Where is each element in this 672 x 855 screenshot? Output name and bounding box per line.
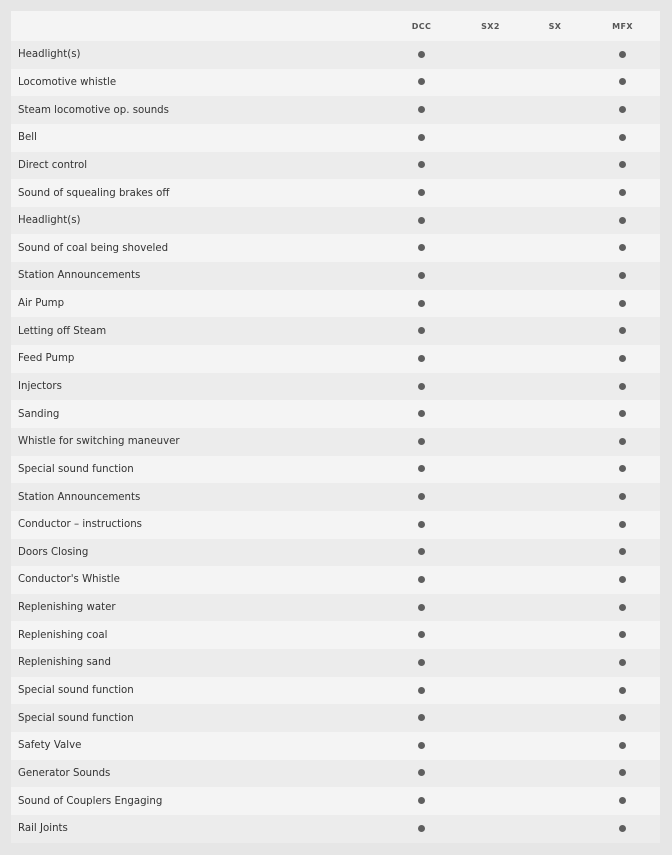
filled-dot-icon	[619, 272, 626, 279]
cell-dcc	[387, 262, 456, 290]
filled-dot-icon	[619, 217, 626, 224]
cell-sx2	[456, 704, 525, 732]
cell-mfx	[585, 400, 660, 428]
table-row	[11, 511, 660, 539]
cell-sx	[525, 234, 585, 262]
cell-sx2	[456, 124, 525, 152]
cell-dcc	[387, 539, 456, 567]
function-label: Replenishing coal	[11, 621, 387, 649]
table-row	[11, 787, 660, 815]
table-row	[11, 621, 660, 649]
cell-sx	[525, 69, 585, 97]
cell-sx2	[456, 96, 525, 124]
cell-mfx	[585, 41, 660, 69]
function-label: Special sound function	[11, 677, 387, 705]
cell-sx2	[456, 815, 525, 843]
cell-sx	[525, 317, 585, 345]
cell-sx	[525, 787, 585, 815]
filled-dot-icon	[418, 521, 425, 528]
table-row	[11, 317, 660, 345]
function-label: Headlight(s)	[11, 207, 387, 235]
filled-dot-icon	[418, 78, 425, 85]
cell-sx2	[456, 207, 525, 235]
function-label: Replenishing water	[11, 594, 387, 622]
function-label: Special sound function	[11, 456, 387, 484]
cell-dcc	[387, 124, 456, 152]
cell-sx2	[456, 483, 525, 511]
function-label: Station Announcements	[11, 262, 387, 290]
filled-dot-icon	[418, 631, 425, 638]
function-label: Doors Closing	[11, 539, 387, 567]
filled-dot-icon	[418, 769, 425, 776]
cell-dcc	[387, 760, 456, 788]
cell-mfx	[585, 179, 660, 207]
cell-dcc	[387, 704, 456, 732]
function-label: Conductor's Whistle	[11, 566, 387, 594]
cell-sx	[525, 152, 585, 180]
cell-mfx	[585, 815, 660, 843]
cell-mfx	[585, 69, 660, 97]
cell-sx2	[456, 179, 525, 207]
function-label: Letting off Steam	[11, 317, 387, 345]
table-row	[11, 483, 660, 511]
filled-dot-icon	[619, 659, 626, 666]
cell-sx	[525, 179, 585, 207]
cell-sx2	[456, 511, 525, 539]
cell-mfx	[585, 594, 660, 622]
function-label: Replenishing sand	[11, 649, 387, 677]
function-table-container	[11, 11, 660, 843]
filled-dot-icon	[619, 631, 626, 638]
cell-sx	[525, 345, 585, 373]
table-row	[11, 262, 660, 290]
cell-mfx	[585, 234, 660, 262]
function-label: Steam locomotive op. sounds	[11, 96, 387, 124]
cell-dcc	[387, 594, 456, 622]
cell-mfx	[585, 760, 660, 788]
cell-sx2	[456, 345, 525, 373]
function-label: Bell	[11, 124, 387, 152]
cell-sx	[525, 456, 585, 484]
cell-sx2	[456, 152, 525, 180]
filled-dot-icon	[619, 383, 626, 390]
cell-mfx	[585, 96, 660, 124]
table-row	[11, 677, 660, 705]
table-row	[11, 290, 660, 318]
cell-sx2	[456, 41, 525, 69]
function-label: Safety Valve	[11, 732, 387, 760]
function-label: Generator Sounds	[11, 760, 387, 788]
table-row	[11, 594, 660, 622]
cell-dcc	[387, 456, 456, 484]
cell-mfx	[585, 566, 660, 594]
cell-dcc	[387, 677, 456, 705]
cell-dcc	[387, 152, 456, 180]
table-row	[11, 815, 660, 843]
function-label: Locomotive whistle	[11, 69, 387, 97]
cell-sx	[525, 621, 585, 649]
cell-dcc	[387, 815, 456, 843]
filled-dot-icon	[418, 797, 425, 804]
cell-mfx	[585, 207, 660, 235]
cell-dcc	[387, 207, 456, 235]
cell-mfx	[585, 539, 660, 567]
filled-dot-icon	[418, 51, 425, 58]
table-row	[11, 373, 660, 401]
filled-dot-icon	[619, 300, 626, 307]
filled-dot-icon	[619, 465, 626, 472]
filled-dot-icon	[418, 355, 425, 362]
filled-dot-icon	[418, 327, 425, 334]
cell-dcc	[387, 373, 456, 401]
filled-dot-icon	[619, 410, 626, 417]
cell-dcc	[387, 428, 456, 456]
function-label: Rail Joints	[11, 815, 387, 843]
filled-dot-icon	[619, 521, 626, 528]
cell-mfx	[585, 428, 660, 456]
filled-dot-icon	[619, 493, 626, 500]
function-label: Special sound function	[11, 704, 387, 732]
cell-sx2	[456, 594, 525, 622]
filled-dot-icon	[418, 106, 425, 113]
cell-sx2	[456, 677, 525, 705]
cell-dcc	[387, 400, 456, 428]
table-header-row	[11, 11, 660, 41]
cell-sx	[525, 124, 585, 152]
filled-dot-icon	[619, 742, 626, 749]
function-label: Conductor – instructions	[11, 511, 387, 539]
filled-dot-icon	[619, 797, 626, 804]
filled-dot-icon	[418, 465, 425, 472]
table-row	[11, 234, 660, 262]
cell-sx	[525, 96, 585, 124]
filled-dot-icon	[418, 161, 425, 168]
table-row	[11, 179, 660, 207]
cell-dcc	[387, 345, 456, 373]
function-label: Sound of squealing brakes off	[11, 179, 387, 207]
filled-dot-icon	[619, 548, 626, 555]
table-row	[11, 566, 660, 594]
filled-dot-icon	[619, 714, 626, 721]
cell-sx2	[456, 400, 525, 428]
cell-sx	[525, 649, 585, 677]
cell-dcc	[387, 69, 456, 97]
cell-sx	[525, 428, 585, 456]
cell-sx2	[456, 234, 525, 262]
filled-dot-icon	[619, 687, 626, 694]
cell-dcc	[387, 787, 456, 815]
function-label: Sound of coal being shoveled	[11, 234, 387, 262]
cell-sx	[525, 373, 585, 401]
function-label: Headlight(s)	[11, 41, 387, 69]
function-label: Injectors	[11, 373, 387, 401]
filled-dot-icon	[418, 300, 425, 307]
filled-dot-icon	[619, 327, 626, 334]
filled-dot-icon	[619, 769, 626, 776]
header-mfx: MFX	[585, 11, 660, 41]
cell-sx2	[456, 760, 525, 788]
cell-mfx	[585, 152, 660, 180]
filled-dot-icon	[619, 106, 626, 113]
cell-sx2	[456, 621, 525, 649]
cell-sx2	[456, 290, 525, 318]
table-row	[11, 152, 660, 180]
filled-dot-icon	[418, 410, 425, 417]
table-row	[11, 760, 660, 788]
filled-dot-icon	[619, 576, 626, 583]
cell-sx	[525, 594, 585, 622]
function-label: Sound of Couplers Engaging	[11, 787, 387, 815]
table-row	[11, 41, 660, 69]
filled-dot-icon	[418, 714, 425, 721]
cell-sx2	[456, 732, 525, 760]
cell-sx2	[456, 317, 525, 345]
cell-sx	[525, 677, 585, 705]
cell-dcc	[387, 621, 456, 649]
filled-dot-icon	[418, 438, 425, 445]
table-body	[11, 41, 660, 843]
cell-sx2	[456, 262, 525, 290]
cell-dcc	[387, 732, 456, 760]
function-label: Sanding	[11, 400, 387, 428]
filled-dot-icon	[619, 604, 626, 611]
function-label: Direct control	[11, 152, 387, 180]
cell-sx2	[456, 539, 525, 567]
table-row	[11, 456, 660, 484]
function-table	[11, 11, 660, 843]
cell-sx	[525, 704, 585, 732]
cell-dcc	[387, 41, 456, 69]
cell-sx	[525, 290, 585, 318]
filled-dot-icon	[418, 687, 425, 694]
cell-mfx	[585, 456, 660, 484]
filled-dot-icon	[418, 604, 425, 611]
cell-mfx	[585, 511, 660, 539]
cell-sx	[525, 760, 585, 788]
header-sx: SX	[525, 11, 585, 41]
cell-mfx	[585, 345, 660, 373]
cell-mfx	[585, 290, 660, 318]
cell-sx2	[456, 566, 525, 594]
table-row	[11, 428, 660, 456]
function-label: Whistle for switching maneuver	[11, 428, 387, 456]
table-row	[11, 732, 660, 760]
filled-dot-icon	[418, 134, 425, 141]
function-label: Station Announcements	[11, 483, 387, 511]
cell-sx2	[456, 456, 525, 484]
table-row	[11, 124, 660, 152]
function-label: Feed Pump	[11, 345, 387, 373]
cell-sx	[525, 400, 585, 428]
filled-dot-icon	[619, 78, 626, 85]
filled-dot-icon	[619, 134, 626, 141]
cell-sx	[525, 566, 585, 594]
header-sx2: SX2	[456, 11, 525, 41]
cell-sx2	[456, 787, 525, 815]
cell-mfx	[585, 649, 660, 677]
cell-sx2	[456, 373, 525, 401]
filled-dot-icon	[418, 493, 425, 500]
cell-mfx	[585, 704, 660, 732]
cell-sx	[525, 262, 585, 290]
filled-dot-icon	[418, 383, 425, 390]
filled-dot-icon	[418, 272, 425, 279]
cell-mfx	[585, 787, 660, 815]
filled-dot-icon	[619, 825, 626, 832]
cell-dcc	[387, 649, 456, 677]
cell-dcc	[387, 317, 456, 345]
cell-mfx	[585, 124, 660, 152]
cell-mfx	[585, 732, 660, 760]
filled-dot-icon	[619, 438, 626, 445]
cell-dcc	[387, 290, 456, 318]
cell-dcc	[387, 179, 456, 207]
table-row	[11, 345, 660, 373]
table-row	[11, 539, 660, 567]
table-row	[11, 649, 660, 677]
cell-mfx	[585, 373, 660, 401]
filled-dot-icon	[418, 825, 425, 832]
cell-dcc	[387, 566, 456, 594]
table-row	[11, 207, 660, 235]
cell-mfx	[585, 483, 660, 511]
header-function	[11, 11, 387, 41]
filled-dot-icon	[619, 244, 626, 251]
cell-sx	[525, 511, 585, 539]
cell-sx	[525, 732, 585, 760]
table-row	[11, 96, 660, 124]
cell-sx	[525, 815, 585, 843]
filled-dot-icon	[418, 742, 425, 749]
cell-sx2	[456, 428, 525, 456]
filled-dot-icon	[418, 576, 425, 583]
cell-dcc	[387, 96, 456, 124]
cell-dcc	[387, 234, 456, 262]
filled-dot-icon	[619, 161, 626, 168]
cell-sx	[525, 539, 585, 567]
filled-dot-icon	[418, 244, 425, 251]
cell-mfx	[585, 621, 660, 649]
cell-mfx	[585, 317, 660, 345]
header-dcc: DCC	[387, 11, 456, 41]
filled-dot-icon	[418, 659, 425, 666]
cell-dcc	[387, 483, 456, 511]
filled-dot-icon	[619, 355, 626, 362]
filled-dot-icon	[619, 51, 626, 58]
cell-sx2	[456, 69, 525, 97]
cell-sx	[525, 41, 585, 69]
cell-sx	[525, 207, 585, 235]
filled-dot-icon	[619, 189, 626, 196]
filled-dot-icon	[418, 189, 425, 196]
table-row	[11, 704, 660, 732]
cell-mfx	[585, 262, 660, 290]
table-row	[11, 69, 660, 97]
table-row	[11, 400, 660, 428]
cell-dcc	[387, 511, 456, 539]
filled-dot-icon	[418, 548, 425, 555]
cell-mfx	[585, 677, 660, 705]
function-label: Air Pump	[11, 290, 387, 318]
cell-sx	[525, 483, 585, 511]
cell-sx2	[456, 649, 525, 677]
filled-dot-icon	[418, 217, 425, 224]
